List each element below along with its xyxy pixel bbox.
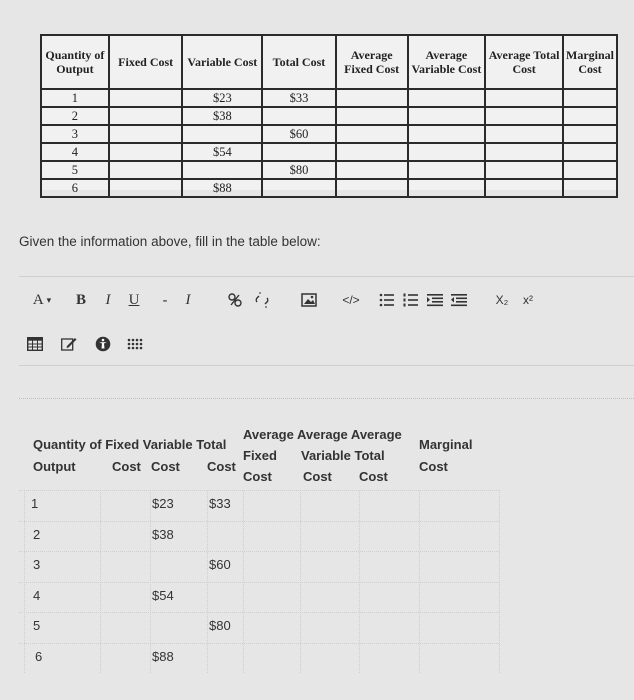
more-options-button[interactable] <box>121 332 149 356</box>
more-dots-icon <box>126 337 144 351</box>
reference-cell <box>485 125 563 143</box>
answer-header-marginal: Marginal <box>419 437 473 452</box>
answer-column-divider <box>419 490 420 673</box>
reference-cell <box>485 89 563 107</box>
answer-column-divider <box>359 490 360 673</box>
outdent-button[interactable] <box>447 288 471 312</box>
header-quantity: Quantity of Output <box>41 35 109 89</box>
answer-header-variable-cost: Cost <box>151 459 180 474</box>
reference-cell <box>485 143 563 161</box>
reference-cell: 6 <box>41 179 109 197</box>
reference-cell <box>109 179 183 197</box>
answer-header-avg-variable-cost: Cost <box>303 469 332 484</box>
reference-cell: $80 <box>262 161 336 179</box>
editor-toolbar <box>19 276 634 367</box>
reference-cost-table <box>40 34 618 198</box>
header-marginal-cost: Marginal Cost <box>563 35 617 89</box>
answer-header-fixed-cost: Cost <box>112 459 141 474</box>
answer-cell-total-cost[interactable]: $80 <box>209 618 231 633</box>
answer-cell-total-cost[interactable]: $33 <box>209 496 231 511</box>
toolbar-row-insert <box>19 331 149 357</box>
answer-cell-variable-cost[interactable]: $54 <box>152 587 174 603</box>
answer-cell-variable-cost[interactable]: $38 <box>152 526 174 542</box>
answer-row-divider <box>19 643 499 644</box>
answer-column-divider <box>300 490 301 673</box>
reference-cell <box>485 107 563 125</box>
reference-row <box>41 143 617 161</box>
reference-cell <box>336 161 408 179</box>
toolbar-row-formatting <box>19 287 541 313</box>
answer-row-divider <box>19 490 499 491</box>
answer-header-avg-fixed-cost: Cost <box>243 469 272 484</box>
reference-cell <box>109 125 183 143</box>
reference-cell <box>408 107 486 125</box>
link-button[interactable] <box>221 288 249 312</box>
reference-cell: 3 <box>41 125 109 143</box>
answer-column-divider <box>150 490 151 673</box>
reference-cell: 1 <box>41 89 109 107</box>
answer-cell-quantity[interactable]: 2 <box>33 526 41 542</box>
reference-row <box>41 161 617 179</box>
reference-cell: $38 <box>182 107 262 125</box>
answer-column-divider <box>24 490 25 673</box>
header-avg-variable-cost: Average Variable Cost <box>408 35 486 89</box>
link-icon <box>227 292 243 308</box>
answer-column-divider <box>243 490 244 673</box>
pencil-square-icon <box>61 337 77 351</box>
answer-cell-variable-cost[interactable]: $23 <box>152 496 174 511</box>
reference-cell <box>336 125 408 143</box>
bullet-list-icon <box>379 293 395 307</box>
reference-cell <box>109 89 183 107</box>
answer-cell-variable-cost[interactable]: $88 <box>152 648 174 664</box>
answer-cell-quantity[interactable]: 1 <box>31 496 39 511</box>
reference-cell <box>336 89 408 107</box>
reference-cell <box>563 125 617 143</box>
header-variable-cost: Variable Cost <box>182 35 262 89</box>
answer-cell-quantity[interactable]: 6 <box>35 648 43 664</box>
italic-button[interactable]: I <box>105 291 111 308</box>
answer-column-divider <box>100 490 101 673</box>
reference-cell <box>563 107 617 125</box>
reference-row <box>41 125 617 143</box>
answer-header-average-line: Average Average Average <box>243 427 402 442</box>
table-button[interactable] <box>21 332 49 356</box>
reference-cell: $33 <box>262 89 336 107</box>
reference-cell: $23 <box>182 89 262 107</box>
underline-button[interactable]: U <box>128 291 140 308</box>
bold-button[interactable]: B <box>75 291 86 308</box>
header-total-cost: Total Cost <box>262 35 336 89</box>
reference-cell <box>336 107 408 125</box>
answer-header-output: Output <box>33 459 76 474</box>
accessibility-icon <box>95 336 111 352</box>
indent-button[interactable] <box>423 288 447 312</box>
answer-row-divider <box>19 551 499 552</box>
reference-cell: $88 <box>182 179 262 197</box>
image-icon <box>301 293 317 307</box>
answer-cell-quantity[interactable]: 3 <box>33 557 41 572</box>
reference-cell <box>109 161 183 179</box>
reference-row <box>41 107 617 125</box>
answer-row-divider <box>19 612 499 613</box>
reference-cell <box>262 107 336 125</box>
instruction-text: Given the information above, fill in the table below: <box>19 234 321 249</box>
superscript-button[interactable]: x² <box>523 293 533 307</box>
chevron-down-icon: ▾ <box>46 294 52 305</box>
answer-row-divider <box>19 582 499 583</box>
indent-icon <box>427 293 443 307</box>
reference-cell: 2 <box>41 107 109 125</box>
reference-cell <box>336 179 408 197</box>
reference-cell: 5 <box>41 161 109 179</box>
answer-cell-quantity[interactable]: 4 <box>33 587 41 603</box>
header-avg-total-cost: Average Total Cost <box>485 35 563 89</box>
reference-cell <box>563 161 617 179</box>
answer-row-divider <box>19 521 499 522</box>
unlink-icon <box>254 292 272 308</box>
answer-header-quantity-line1: Quantity of Fixed Variable Total <box>33 437 227 452</box>
answer-header-variable-total: Variable Total <box>301 448 385 463</box>
reference-cell <box>563 179 617 197</box>
reference-cell <box>109 107 183 125</box>
reference-cell <box>262 179 336 197</box>
subscript-button[interactable]: X₂ <box>495 293 509 307</box>
font-color-label: A <box>32 291 44 308</box>
answer-cell-total-cost[interactable]: $60 <box>209 557 231 572</box>
unlink-button[interactable] <box>249 288 277 312</box>
bullet-list-button[interactable] <box>375 288 399 312</box>
reference-cell <box>408 179 486 197</box>
reference-cell <box>408 125 486 143</box>
reference-cell <box>262 143 336 161</box>
answer-column-divider <box>207 490 208 673</box>
clear-format-button[interactable]: I <box>185 291 191 308</box>
reference-cell <box>109 143 183 161</box>
answer-header-total-cost: Cost <box>207 459 236 474</box>
reference-cell <box>182 161 262 179</box>
reference-cell <box>485 161 563 179</box>
reference-cell <box>408 143 486 161</box>
reference-cell <box>563 89 617 107</box>
image-button[interactable] <box>295 288 323 312</box>
accessibility-button[interactable] <box>89 332 117 356</box>
answer-header-quantity-fixed-variable-total <box>33 434 248 455</box>
strikethrough-button[interactable]: - <box>162 291 168 309</box>
answer-header-fixed: Fixed <box>243 448 277 463</box>
header-avg-fixed-cost: Average Fixed Cost <box>336 35 408 89</box>
reference-cell <box>336 143 408 161</box>
numbered-list-button[interactable] <box>399 288 423 312</box>
edit-button[interactable] <box>55 332 83 356</box>
reference-cell: 4 <box>41 143 109 161</box>
reference-cell <box>563 143 617 161</box>
reference-cell: $54 <box>182 143 262 161</box>
answer-header-avg-total-cost: Cost <box>359 469 388 484</box>
answer-cell-quantity[interactable]: 5 <box>33 618 41 633</box>
editor-area-top-border <box>19 398 634 399</box>
header-fixed-cost: Fixed Cost <box>109 35 183 89</box>
reference-cell <box>408 161 486 179</box>
reference-row <box>41 89 617 107</box>
reference-header-row <box>41 35 617 89</box>
editor-divider <box>19 365 634 366</box>
table-icon <box>27 337 43 351</box>
numbered-list-icon <box>403 293 419 307</box>
reference-table <box>40 34 618 195</box>
answer-column-divider <box>499 490 500 673</box>
reference-row <box>41 179 617 197</box>
answer-header-marginal-cost: Cost <box>419 459 448 474</box>
reference-cell: $60 <box>262 125 336 143</box>
reference-cell <box>485 179 563 197</box>
outdent-icon <box>451 293 467 307</box>
reference-cell <box>408 89 486 107</box>
code-button[interactable]: </> <box>342 293 360 307</box>
reference-cell <box>182 125 262 143</box>
font-color-button[interactable] <box>25 288 59 312</box>
